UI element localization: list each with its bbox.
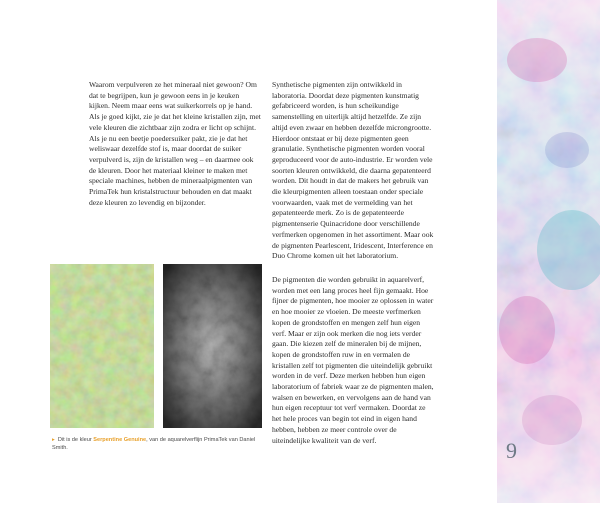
watercolor-decoration <box>497 0 600 503</box>
caption-bullet-icon: ▸ <box>52 437 55 443</box>
caption-prefix: Dit is de kleur <box>57 437 94 443</box>
page-number: 9 <box>506 438 517 463</box>
body-text-right-column-bottom: De pigmenten die worden gebruikt in aquarelverf, worden met een lang proces heel fijn gemaakt. Hoe fijner de pigmenten, hoe mooier ze oplossen in water en hoe mooier ze vloeien. De meeste verfmerken kopen de grondstoffen en mengen zelf hun eigen verf. Maar er zijn ook merken die nog iets verder gaan. Die kiezen zelf de mineralen bij de mijnen, kopen de grondstoffen ruw in en vermalen de kristallen zelf tot pigmenten die uiteindelijk gebruikt worden in de verf. Deze merken hebben hun eigen laboratorium of fabriek waar ze de pigmenten malen, walsen en bewerken, en vervolgens aan de hand van hun eigen receptuur tot verf vermaken. Doordat ze het hele proces van begin tot eind in eigen hand hebben, hebben ze meer controle over de uiteindelijke kwaliteit van de verf. <box>272 275 434 445</box>
serpentine-gray-texture-photo <box>163 264 262 428</box>
photo-caption <box>52 436 262 452</box>
caption-color-name: Serpentine Genuine <box>93 437 147 443</box>
serpentine-green-texture-photo <box>50 264 154 428</box>
caption-suffix: , van de aquarelverflijn PrimaTek van Daniel Smith. <box>52 437 256 451</box>
body-text-right-column-top: Synthetische pigmenten zijn ontwikkeld in laboratoria. Doordat deze pigmenten kunstmatig gefabriceerd worden, is hun scheikundige samenstelling en uiterlijk altijd hetzelfde. Ze zijn altijd even zwaar en hebben dezelfde microngrootte. Hierdoor ontstaat er bij deze pigmenten geen granulatie. Synthetische pigmenten worden vooral geproduceerd voor de auto-industrie. Er worden vele soorten kleuren ontwikkeld, die daarna gepatenteerd worden. Dit houdt in dat de makers het gebruik van die kleurpigmenten alleen toestaan onder speciale voorwaarden, vaak met de vermelding van het gepatenteerde merk. Zo is de gepatenteerde pigmentenserie Quinacridone door verschillende verfmerken opgenomen in het assortiment. Maar ook de pigmenten Pearlescent, Iridescent, Interference en Duo Chrome komen uit het laboratorium. <box>272 80 434 261</box>
body-text-left-column: Waarom verpulveren ze het mineraal niet gewoon? Om dat te begrijpen, kun je gewoon eens in je keuken kijken. Neem maar eens wat suikerkorrels op je hand. Als je goed kijkt, zie je dat het kleine kristallen zijn, met vele kleuren die zichtbaar zijn zodra er licht op schijnt. Als je nu een beetje poedersuiker pakt, zie je dat het weliswaar dezelfde stof is, maar doordat de suiker verpulverd is, zijn de kristallen weg – en daarmee ook de kleuren. Door het materiaal kleiner te maken met speciale machines, hebben de mineraalpigmenten van PrimaTek hun kristalstructuur behouden en dat maakt deze kleuren zo levendig en bijzonder. <box>89 80 261 207</box>
